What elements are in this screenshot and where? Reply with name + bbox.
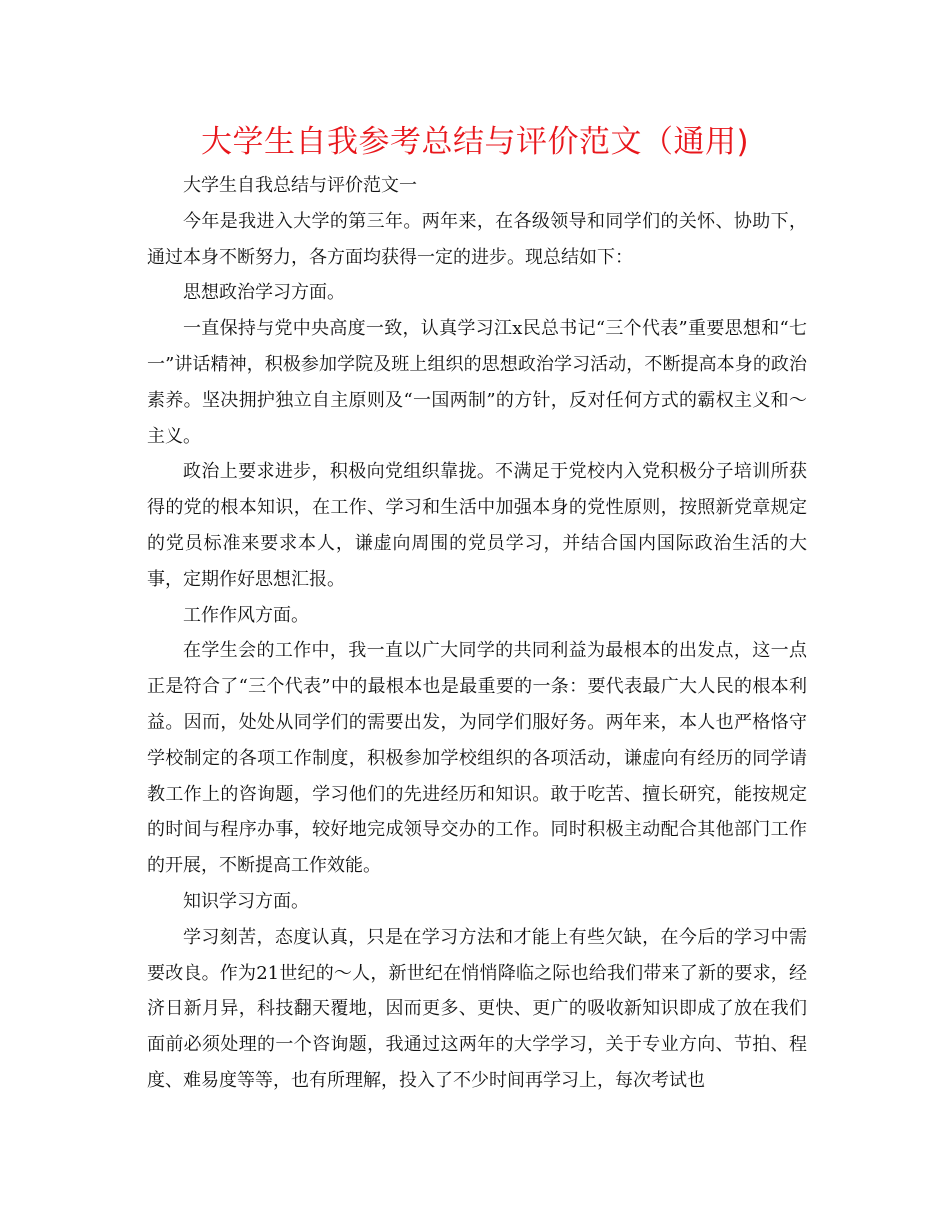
section-heading-study: 知识学习方面。 <box>183 890 309 912</box>
section-heading-work: 工作作风方面。 <box>183 604 309 626</box>
section-heading-politics: 思想政治学习方面。 <box>183 282 345 304</box>
paragraph-study: 学习刻苦，态度认真，只是在学习方法和才能上有些欠缺，在今后的学习中需要改良。作为21世纪的～人，新世纪在悄悄降临之际也给我们带来了新的要求，经济日新月异，科技翻天覆地，因而更多、更快、更广的吸收新知识即成了放在我们面前必须处理的一个咨询题，我通过这两年的大学学习，关于专业方向、节拍、程度、难易度等等，也有所理解，投入了不少时间再学习上，每次考试也 <box>147 926 807 1091</box>
paragraph-subtitle: 大学生自我总结与评价范文一 <box>183 175 417 196</box>
paragraph-intro: 今年是我进入大学的第三年。两年来，在各级领导和同学们的关怀、协助下，通过本身不断努力，各方面均获得一定的进步。现总结如下： <box>147 210 807 268</box>
document-title: 大学生自我参考总结与评价范文（通用) <box>200 124 750 160</box>
paragraph-politics-2: 政治上要求进步，积极向党组织靠拢。不满足于党校内入党积极分子培训所获得的党的根本知识，在工作、学习和生活中加强本身的党性原则，按照新党章规定的党员标准来要求本人，谦虚向周围的党员学习，并结合国内国际政治生活的大事，定期作好思想汇报。 <box>147 461 807 590</box>
paragraph-politics-1: 一直保持与党中央高度一致，认真学习江x民总书记“三个代表”重要思想和“七一”讲话精神，积极参加学院及班上组织的思想政治学习活动，不断提高本身的政治素养。坚决拥护独立自主原则及“一国两制”的方针，反对任何方式的霸权主义和～主义。 <box>147 318 807 447</box>
paragraph-work: 在学生会的工作中，我一直以广大同学的共同利益为最根本的出发点，这一点正是符合了“三个代表”中的最根本也是最重要的一条：要代表最广大人民的根本利益。因而，处处从同学们的需要出发，为同学们服好务。两年来，本人也严格恪守学校制定的各项工作制度，积极参加学校组织的各项活动，谦虚向有经历的同学请教工作上的咨询题，学习他们的先进经历和知识。敢于吃苦、擅长研究，能按规定的时间与程序办事，较好地完成领导交办的工作。同时积极主动配合其他部门工作的开展，不断提高工作效能。 <box>147 640 807 877</box>
document-body <box>147 168 807 1099</box>
